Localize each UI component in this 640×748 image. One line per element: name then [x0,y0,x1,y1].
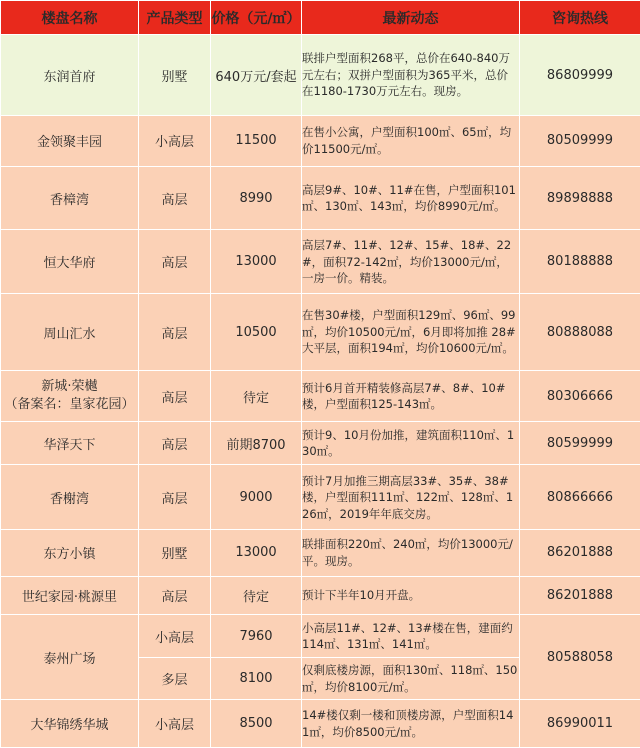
project-name-line1: 新城·荣樾 [41,379,98,395]
header-name: 楼盘名称 [1,1,139,35]
project-name [1,371,139,422]
hotline: 86809999 [520,35,640,116]
table-row [1,371,640,422]
latest-news: 在售30#楼，户型面积129㎡、96㎡、99㎡，均价10500元/㎡，6月即将加推 28#大平层，面积194㎡，均价10600元/㎡。 [302,294,520,371]
hotline: 80866666 [520,465,640,530]
project-name: 恒大华府 [1,230,139,294]
latest-news: 预计9、10月份加推，建筑面积110㎡、130㎡。 [302,421,520,465]
hotline: 86201888 [520,530,640,577]
product-type: 小高层 [139,116,211,167]
table-row [1,35,640,116]
project-name: 东润首府 [1,35,139,116]
table-row [1,700,640,748]
product-type: 别墅 [139,530,211,577]
header-news: 最新动态 [302,1,520,35]
hotline: 80588058 [520,615,640,700]
price: 7960 [211,615,302,658]
product-type: 高层 [139,421,211,465]
header-type: 产品类型 [139,1,211,35]
product-type: 小高层 [139,615,211,658]
hotline: 80888088 [520,294,640,371]
hotline: 89898888 [520,166,640,230]
price: 8100 [211,657,302,700]
latest-news: 在售小公寓，户型面积100㎡、65㎡，均价11500元/㎡。 [302,116,520,167]
hotline: 80306666 [520,371,640,422]
price: 前期8700 [211,421,302,465]
hotline: 80599999 [520,421,640,465]
header-phone: 咨询热线 [520,1,640,35]
product-type: 高层 [139,230,211,294]
project-name: 香樟湾 [1,166,139,230]
table-row [1,166,640,230]
product-type: 小高层 [139,700,211,748]
product-type: 高层 [139,576,211,614]
latest-news: 14#楼仅剩一楼和顶楼房源，户型面积141㎡，均价8500元/㎡。 [302,700,520,748]
header-row [1,1,640,35]
latest-news: 预计下半年10月开盘。 [302,576,520,614]
price: 8990 [211,166,302,230]
hotline: 80509999 [520,116,640,167]
project-name: 大华锦绣华城 [1,700,139,748]
product-type: 多层 [139,657,211,700]
project-name: 泰州广场 [1,615,139,700]
product-type: 别墅 [139,35,211,116]
product-type: 高层 [139,294,211,371]
price: 待定 [211,371,302,422]
project-name: 华泽天下 [1,421,139,465]
latest-news: 高层9#、10#、11#在售，户型面积101㎡、130㎡、143㎡，均价8990元/㎡。 [302,166,520,230]
latest-news: 预计6月首开精装修高层7#、8#、10#楼，户型面积125-143㎡。 [302,371,520,422]
table-row [1,421,640,465]
hotline: 80188888 [520,230,640,294]
price: 13000 [211,530,302,577]
product-type: 高层 [139,166,211,230]
price: 11500 [211,116,302,167]
latest-news: 联排户型面积268平，总价在640-840万元左右；双拼户型面积为365平米，总价在1180-1730万元左右。现房。 [302,35,520,116]
project-name: 金领聚丰园 [1,116,139,167]
hotline: 86201888 [520,576,640,614]
price: 8500 [211,700,302,748]
project-name: 世纪家园·桃源里 [1,576,139,614]
table-row [1,576,640,614]
table-row [1,116,640,167]
project-name-line2: （备案名：皇家花园） [4,397,135,413]
table-row [1,465,640,530]
table-row [1,615,640,658]
latest-news: 预计7月加推三期高层33#、35#、38#楼，户型面积111㎡、122㎡、128㎡、126㎡，2019年年底交房。 [302,465,520,530]
hotline: 86990011 [520,700,640,748]
price: 640万元/套起 [211,35,302,116]
price: 9000 [211,465,302,530]
price: 13000 [211,230,302,294]
product-type: 高层 [139,465,211,530]
price: 10500 [211,294,302,371]
price: 待定 [211,576,302,614]
latest-news: 仅剩底楼房源，面积130㎡、118㎡、150㎡，均价8100元/㎡。 [302,657,520,700]
latest-news: 联排面积220㎡、240㎡，均价13000元/平。现房。 [302,530,520,577]
latest-news: 小高层11#、12#、13#楼在售，建面约114㎡、131㎡、141㎡。 [302,615,520,658]
table-row [1,530,640,577]
table-row [1,294,640,371]
project-name: 香榭湾 [1,465,139,530]
product-type: 高层 [139,371,211,422]
latest-news: 高层7#、11#、12#、15#、18#、22#，面积72-142㎡，均价13000元/㎡，一房一价。精装。 [302,230,520,294]
table-row [1,230,640,294]
project-name: 东方小镇 [1,530,139,577]
header-price: 价格（元/㎡） [211,1,302,35]
project-name: 周山汇水 [1,294,139,371]
